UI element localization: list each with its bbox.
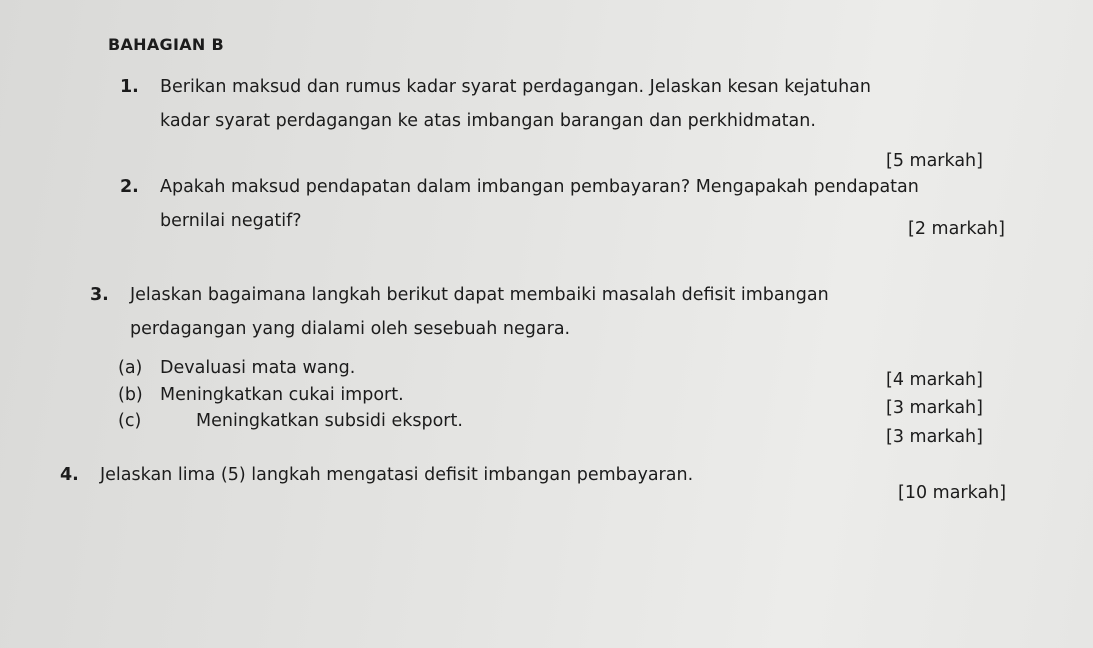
section-title: BAHAGIAN B xyxy=(108,35,224,54)
question-3-line-1: Jelaskan bagaimana langkah berikut dapat membaiki masalah defisit imbangan xyxy=(130,285,829,305)
question-3-number: 3. xyxy=(90,285,109,305)
question-3c-label: (c) xyxy=(118,411,142,431)
question-1-line-2: kadar syarat perdagangan ke atas imbangan barangan dan perkhidmatan. xyxy=(160,111,816,131)
question-3a-marks: [4 markah] xyxy=(886,370,983,390)
question-4-marks: [10 markah] xyxy=(898,483,1007,503)
question-3-line-2: perdagangan yang dialami oleh sesebuah negara. xyxy=(130,319,571,339)
question-3a-text: Devaluasi mata wang. xyxy=(160,358,356,378)
question-3a-label: (a) xyxy=(118,358,143,378)
question-2-number: 2. xyxy=(120,177,139,197)
question-2-line-1: Apakah maksud pendapatan dalam imbangan pembayaran? Mengapakah pendapatan xyxy=(160,177,919,197)
question-1-number: 1. xyxy=(120,77,139,97)
question-2-line-2: bernilai negatif? xyxy=(160,211,302,231)
question-3b-label: (b) xyxy=(118,385,143,405)
question-1-line-1: Berikan maksud dan rumus kadar syarat perdagangan. Jelaskan kesan kejatuhan xyxy=(160,77,871,97)
question-3b-marks: [3 markah] xyxy=(886,398,983,418)
question-3c-marks: [3 markah] xyxy=(886,427,983,447)
question-4-number: 4. xyxy=(60,465,79,485)
question-3c-text: Meningkatkan subsidi eksport. xyxy=(196,411,463,431)
question-2-marks: [2 markah] xyxy=(908,219,1005,239)
question-3b-text: Meningkatkan cukai import. xyxy=(160,385,404,405)
question-4-line-1: Jelaskan lima (5) langkah mengatasi defisit imbangan pembayaran. xyxy=(100,465,694,485)
question-1-marks: [5 markah] xyxy=(886,151,983,171)
